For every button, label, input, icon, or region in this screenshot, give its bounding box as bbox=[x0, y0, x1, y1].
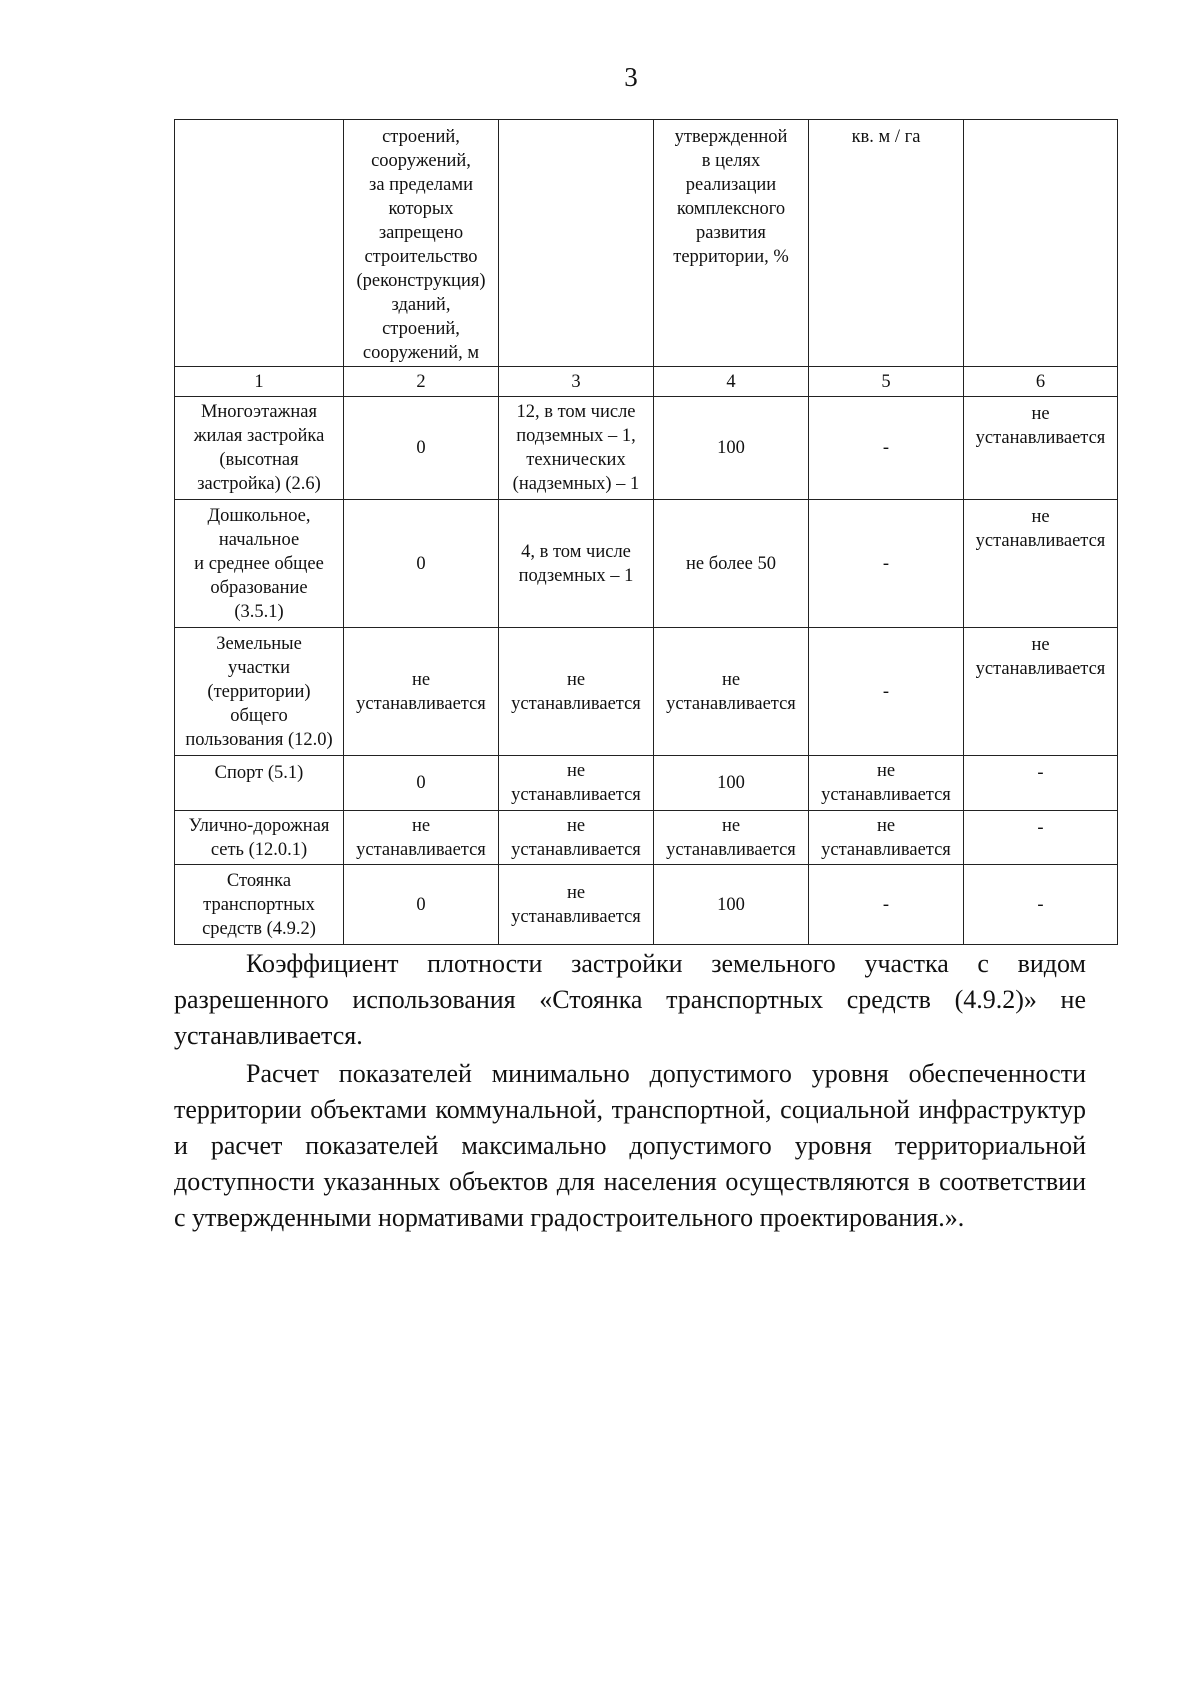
table-cell: - bbox=[809, 397, 964, 500]
table-cell: не устанавливается bbox=[964, 628, 1118, 756]
table-row bbox=[175, 500, 1118, 628]
column-number-cell: 2 bbox=[344, 367, 499, 397]
table-header-cell: утвержденной в целях реализации комплексного развития территории, % bbox=[654, 120, 809, 367]
table-cell-use-type: Земельные участки (территории) общего пользования (12.0) bbox=[175, 628, 344, 756]
table-cell-use-type: Стоянка транспортных средств (4.9.2) bbox=[175, 865, 344, 945]
table-cell: 0 bbox=[344, 865, 499, 945]
table-cell-use-type: Улично-дорожная сеть (12.0.1) bbox=[175, 811, 344, 865]
table-cell: не устанавливается bbox=[964, 500, 1118, 628]
page-number: 3 bbox=[624, 62, 638, 92]
regulations-table bbox=[174, 119, 1118, 945]
table-cell: 100 bbox=[654, 865, 809, 945]
table-cell: не устанавливается bbox=[809, 811, 964, 865]
table-cell: 100 bbox=[654, 397, 809, 500]
column-number-cell: 6 bbox=[964, 367, 1118, 397]
table-cell: 0 bbox=[344, 397, 499, 500]
table-cell: не устанавливается bbox=[654, 628, 809, 756]
table-header-cell: кв. м / га bbox=[809, 120, 964, 367]
paragraph-text: Коэффициент плотности застройки земельного участка с видом разрешенного использования «Стоянка транспортных средств (4.9.2)» не устанавливается. bbox=[174, 949, 1086, 1050]
table-cell: 100 bbox=[654, 756, 809, 811]
table-cell-use-type: Спорт (5.1) bbox=[175, 756, 344, 811]
column-number-cell: 3 bbox=[499, 367, 654, 397]
table-cell: - bbox=[809, 500, 964, 628]
table-cell: - bbox=[809, 628, 964, 756]
table-cell-use-type: Дошкольное, начальное и среднее общее образование (3.5.1) bbox=[175, 500, 344, 628]
table-header-continuation-row bbox=[175, 120, 1118, 367]
table-header-cell: строений, сооружений, за пределами которых запрещено строительство (реконструкция) зданий, строений, сооружений, м bbox=[344, 120, 499, 367]
table-cell: не более 50 bbox=[654, 500, 809, 628]
column-number-cell: 5 bbox=[809, 367, 964, 397]
table-header-cell bbox=[964, 120, 1118, 367]
table-cell: - bbox=[964, 811, 1118, 865]
table-cell: не устанавливается bbox=[654, 811, 809, 865]
table-cell: не устанавливается bbox=[499, 628, 654, 756]
infrastructure-calculation-paragraph bbox=[174, 1056, 1086, 1236]
table-cell: не устанавливается bbox=[344, 628, 499, 756]
table-cell: 4, в том числе подземных – 1 bbox=[499, 500, 654, 628]
paragraph-text: Расчет показателей минимально допустимого уровня обеспеченности территории объектами коммунальной, транспортной, социальной инфраструктур и расчет показателей максимально допустимого уровня территориальной доступности указанных объектов для населения осуществляются в соответствии с утвержденными нормативами градостроительного проектирования.». bbox=[174, 1059, 1086, 1232]
table-cell-use-type: Многоэтажная жилая застройка (высотная застройка) (2.6) bbox=[175, 397, 344, 500]
table-row bbox=[175, 628, 1118, 756]
table-cell: не устанавливается bbox=[499, 865, 654, 945]
table-row bbox=[175, 756, 1118, 811]
table-cell: не устанавливается bbox=[809, 756, 964, 811]
table-row bbox=[175, 811, 1118, 865]
table-row bbox=[175, 397, 1118, 500]
table-cell: - bbox=[964, 756, 1118, 811]
table-column-number-row bbox=[175, 367, 1118, 397]
table-cell: 12, в том числе подземных – 1, технических (надземных) – 1 bbox=[499, 397, 654, 500]
column-number-cell: 4 bbox=[654, 367, 809, 397]
table-cell: не устанавливается bbox=[499, 756, 654, 811]
table-cell: не устанавливается bbox=[499, 811, 654, 865]
table-cell: не устанавливается bbox=[964, 397, 1118, 500]
table-row bbox=[175, 865, 1118, 945]
table-header-cell bbox=[175, 120, 344, 367]
table-cell: 0 bbox=[344, 756, 499, 811]
table-cell: не устанавливается bbox=[344, 811, 499, 865]
column-number-cell: 1 bbox=[175, 367, 344, 397]
table-header-cell bbox=[499, 120, 654, 367]
table-cell: 0 bbox=[344, 500, 499, 628]
table-cell: - bbox=[809, 865, 964, 945]
table-cell: - bbox=[964, 865, 1118, 945]
building-density-paragraph bbox=[174, 946, 1086, 1054]
